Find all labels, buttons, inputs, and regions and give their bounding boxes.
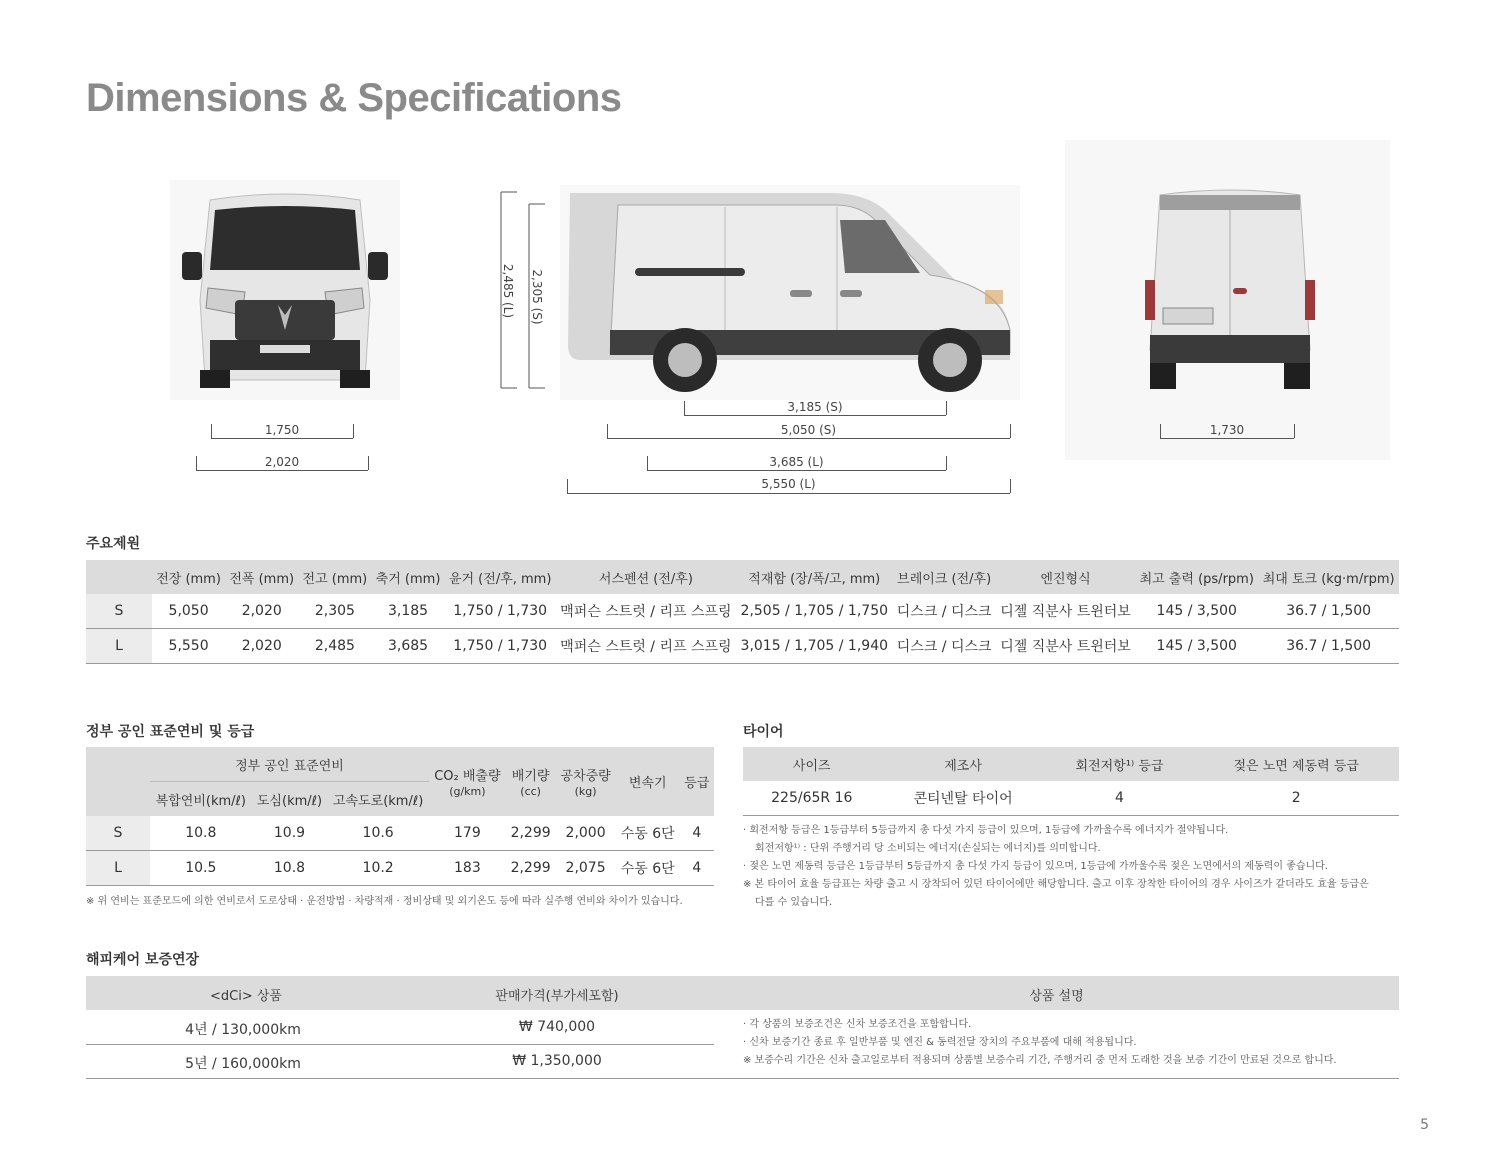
table-cell: 콘티넨탈 타이어 <box>881 781 1046 816</box>
main-specs-header: 윤거 (전/후, mm) <box>445 560 556 594</box>
main-specs-header: 엔진형식 <box>996 560 1135 594</box>
fuel-subheader: 고속도로(km/ℓ) <box>327 782 429 817</box>
row-label: S <box>86 816 150 851</box>
van-front-image <box>170 180 400 400</box>
table-cell: 10.9 <box>252 816 328 851</box>
table-cell: 2,000 <box>555 816 615 851</box>
fuel-heading: 정부 공인 표준연비 및 등급 <box>86 724 255 740</box>
side-wheelbase-s: 3,185 (S) <box>787 400 843 414</box>
fuel-note: ※ 위 연비는 표준모드에 의한 연비로서 도로상태 · 운전방법 · 차량적재 · 정비상태 및 외기온도 등에 따라 실주행 연비와 차이가 있습니다. <box>86 896 683 907</box>
table-cell: 2,505 / 1,705 / 1,750 <box>736 594 892 629</box>
main-specs-table <box>86 560 1399 664</box>
table-cell: 10.8 <box>150 816 252 851</box>
table-cell: 36.7 / 1,500 <box>1258 594 1399 629</box>
table-cell: 5년 / 160,000km <box>185 1056 301 1072</box>
main-specs-header-row <box>86 560 1399 594</box>
fuel-co2-header: CO₂ 배출량 (g/km) <box>429 747 506 816</box>
front-dim-width: 2,020 <box>264 455 300 469</box>
fuel-table <box>86 747 714 886</box>
table-cell: 5,550 <box>152 629 225 664</box>
main-specs-header: 축거 (mm) <box>371 560 444 594</box>
tire-note: 회전저항¹⁾ : 단위 주행거리 당 소비되는 에너지(손실되는 에너지)를 의미합니다. <box>755 843 1101 854</box>
table-cell: 디스크 / 디스크 <box>892 629 995 664</box>
table-cell: 2,075 <box>555 851 615 886</box>
side-length-s: 5,050 (S) <box>780 423 837 437</box>
rear-dim-track: 1,730 <box>1209 423 1245 437</box>
tire-notes <box>743 822 1403 912</box>
table-cell: 2,485 <box>298 629 371 664</box>
main-specs-header: 적재함 (장/폭/고, mm) <box>736 560 892 594</box>
page-number: 5 <box>1420 1117 1429 1133</box>
table-cell: 2 <box>1193 781 1399 816</box>
table-cell: 10.6 <box>327 816 429 851</box>
front-dim-track: 1,750 <box>264 423 300 437</box>
table-cell: 225/65R 16 <box>743 781 881 816</box>
row-label: L <box>86 629 152 664</box>
tire-header: 젖은 노면 제동력 등급 <box>1193 747 1399 781</box>
table-cell: 3,685 <box>371 629 444 664</box>
tire-header: 사이즈 <box>743 747 881 781</box>
fuel-group-header: 정부 공인 표준연비 <box>150 747 429 782</box>
table-cell: 1,750 / 1,730 <box>445 629 556 664</box>
main-specs-header: 브레이크 (전/후) <box>892 560 995 594</box>
table-cell: 5,050 <box>152 594 225 629</box>
main-specs-header <box>86 560 152 594</box>
warranty-note: · 신차 보증기간 종료 후 일반부품 및 엔진 & 동력전달 장치의 주요부품에 대해 적용됩니다. <box>743 1037 1137 1048</box>
row-label: S <box>86 594 152 629</box>
table-cell: 맥퍼슨 스트럿 / 리프 스프링 <box>556 594 736 629</box>
table-cell: 수동 6단 <box>616 816 680 851</box>
table-cell: 145 / 3,500 <box>1135 594 1258 629</box>
main-specs-header: 서스펜션 (전/후) <box>556 560 736 594</box>
side-height-s: 2,305 (S) <box>530 269 544 325</box>
table-cell: 3,015 / 1,705 / 1,940 <box>736 629 892 664</box>
table-cell: 디젤 직분사 트윈터보 <box>996 594 1135 629</box>
tire-table <box>743 747 1399 816</box>
table-row <box>86 851 714 886</box>
table-cell: 10.2 <box>327 851 429 886</box>
fuel-weight-header: 공차중량 (kg) <box>555 747 615 816</box>
main-specs-heading: 주요제원 <box>86 536 141 552</box>
side-wheelbase-l: 3,685 (L) <box>769 455 824 469</box>
fuel-disp-header: 배기량 (cc) <box>506 747 556 816</box>
main-specs-header: 전장 (mm) <box>152 560 225 594</box>
table-cell: 183 <box>429 851 506 886</box>
fuel-subheader: 복합연비(km/ℓ) <box>150 782 252 817</box>
table-cell: 4 <box>680 816 714 851</box>
table-row <box>86 816 714 851</box>
table-cell: 2,020 <box>225 594 298 629</box>
side-height-l: 2,485 (L) <box>501 263 515 319</box>
table-cell: 디젤 직분사 트윈터보 <box>996 629 1135 664</box>
table-cell: 4년 / 130,000km <box>185 1022 301 1038</box>
table-cell: 36.7 / 1,500 <box>1258 629 1399 664</box>
tire-note: · 회전저항 등급은 1등급부터 5등급까지 총 다섯 가지 등급이 있으며, 1등급에 가까울수록 에너지가 절약됩니다. <box>743 825 1229 836</box>
table-cell: 수동 6단 <box>616 851 680 886</box>
table-cell: ₩ 1,350,000 <box>512 1053 602 1069</box>
main-specs-header: 전폭 (mm) <box>225 560 298 594</box>
table-cell: 10.5 <box>150 851 252 886</box>
table-cell: 2,305 <box>298 594 371 629</box>
warranty-header: 상품 설명 <box>1029 989 1084 1004</box>
side-length-l: 5,550 (L) <box>761 477 816 491</box>
table-row <box>743 781 1399 816</box>
page-title: Dimensions & Specifications <box>86 76 622 120</box>
tire-note: · 젖은 노면 제동력 등급은 1등급부터 5등급까지 총 다섯 가지 등급이 있으며, 1등급에 가까울수록 젖은 노면에서의 제동력이 좋습니다. <box>743 861 1328 872</box>
tire-header: 회전저항¹⁾ 등급 <box>1046 747 1194 781</box>
tire-heading: 타이어 <box>743 724 784 740</box>
table-row <box>86 629 1399 664</box>
table-cell: 3,185 <box>371 594 444 629</box>
table-cell: ₩ 740,000 <box>518 1019 596 1035</box>
table-cell: 2,299 <box>506 851 556 886</box>
fuel-grade-header: 등급 <box>680 747 714 816</box>
table-cell: 4 <box>680 851 714 886</box>
table-cell: 10.8 <box>252 851 328 886</box>
table-cell: 2,299 <box>506 816 556 851</box>
warranty-note: ※ 보증수리 기간은 신차 출고일로부터 적용되며 상품별 보증수리 기간, 주행거리 중 먼저 도래한 것을 보증 기간이 만료된 것으로 합니다. <box>743 1055 1337 1066</box>
row-label: L <box>86 851 150 886</box>
fuel-trans-header: 변속기 <box>616 747 680 816</box>
fuel-subheader: 도심(km/ℓ) <box>252 782 328 817</box>
warranty-note: · 각 상품의 보증조건은 신차 보증조건을 포함합니다. <box>743 1019 972 1030</box>
main-specs-header: 최대 토크 (kg·m/rpm) <box>1258 560 1399 594</box>
warranty-notes <box>743 1016 1403 1070</box>
warranty-heading: 해피케어 보증연장 <box>86 952 200 968</box>
tire-note: 다를 수 있습니다. <box>755 897 833 908</box>
table-cell: 2,020 <box>225 629 298 664</box>
van-rear-image <box>1065 140 1390 460</box>
van-side-image <box>560 185 1020 400</box>
main-specs-header: 전고 (mm) <box>298 560 371 594</box>
warranty-header: 판매가격(부가세포함) <box>495 989 619 1004</box>
tire-note: ※ 본 타이어 효율 등급표는 차량 출고 시 장착되어 있던 타이어에만 해당합니다. 출고 이후 장착한 타이어의 경우 사이즈가 같더라도 효율 등급은 <box>743 879 1369 890</box>
table-cell: 디스크 / 디스크 <box>892 594 995 629</box>
table-cell: 145 / 3,500 <box>1135 629 1258 664</box>
table-cell: 4 <box>1046 781 1194 816</box>
table-cell: 맥퍼슨 스트럿 / 리프 스프링 <box>556 629 736 664</box>
tire-header: 제조사 <box>881 747 1046 781</box>
table-cell: 179 <box>429 816 506 851</box>
table-row <box>86 594 1399 629</box>
warranty-header: <dCi> 상품 <box>210 989 282 1004</box>
table-cell: 1,750 / 1,730 <box>445 594 556 629</box>
main-specs-header: 최고 출력 (ps/rpm) <box>1135 560 1258 594</box>
